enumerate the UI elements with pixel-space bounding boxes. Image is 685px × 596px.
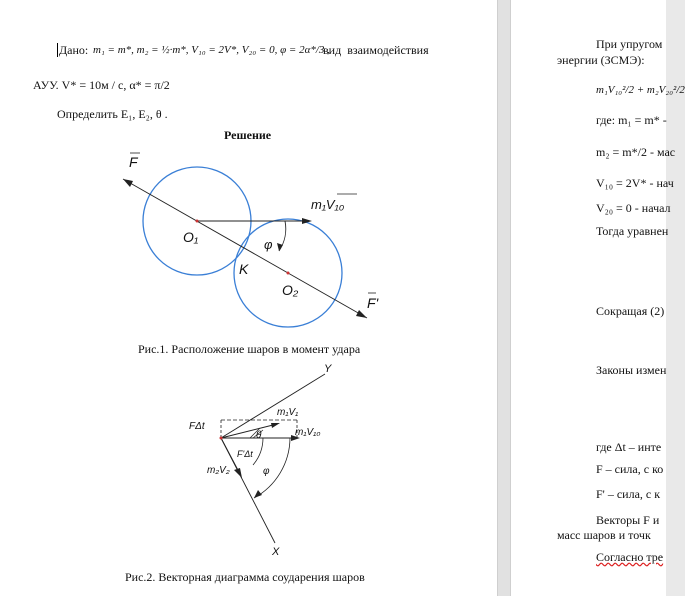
right-where-m1: где: m₁ = m* - <box>596 113 667 127</box>
right-according: Согласно тре <box>596 550 664 564</box>
axis-label-Y: Y <box>324 363 332 375</box>
label-FDt: FΔt <box>189 421 205 432</box>
right-v20: V₂₀ = 0 - начал <box>596 201 671 215</box>
auu-line: АУУ. V* = 10м / с, α* = π/2 <box>33 78 170 92</box>
determine-line: Определить E₁, E₂, θ . <box>57 107 168 121</box>
page-gap <box>497 0 511 596</box>
given-label: Дано: <box>59 43 89 57</box>
document-page-right <box>511 0 685 596</box>
label-O2: O₂ <box>282 282 299 298</box>
right-line-2: энергии (ЗСМЭ): <box>557 53 645 67</box>
right-formula: m₁V₁₀²/2 + m₂V₂₀²/2 <box>596 84 685 96</box>
right-vectors: Векторы F и <box>596 513 660 527</box>
vector-m1V1 <box>221 424 277 438</box>
label-m1V1: m₁V₁ <box>277 407 299 418</box>
right-where-dt: где Δt – инте <box>596 440 662 454</box>
right-masses: масс шаров и точк <box>557 528 651 542</box>
figure-2-caption: Рис.2. Векторная диаграмма соударения шаров <box>125 570 365 584</box>
solution-heading: Решение <box>224 128 272 142</box>
figure-1-caption: Рис.1. Расположение шаров в момент удара <box>138 342 361 356</box>
right-v10: V₁₀ = 2V* - нач <box>596 176 674 190</box>
label-phi-1: φ <box>264 237 273 252</box>
label-m1V10-fig2: m₁V₁₀ <box>295 427 321 438</box>
label-O1: O₁ <box>183 229 199 245</box>
label-F: F <box>129 154 138 170</box>
axis-label-X: X <box>272 546 280 558</box>
label-theta: θ <box>256 430 262 441</box>
right-then: Тогда уравнен <box>596 224 669 238</box>
interaction-type: вид взаимодействия <box>323 43 429 57</box>
right-laws: Законы измен <box>596 363 667 377</box>
right-Fprime-force: F' – сила, с к <box>596 487 661 501</box>
right-m2: m₂ = m*/2 - мас <box>596 145 676 159</box>
right-line-1: При упругом <box>596 37 663 51</box>
label-phi-2: φ <box>263 466 270 477</box>
label-FprimeDt: F'Δt <box>237 449 253 459</box>
right-reduce: Сокращая (2) <box>596 304 665 318</box>
given-formula: m₁ = m*, m₂ = ½·m*, V₁₀ = 2V*, V₂₀ = 0, φ = 2α*/3 , <box>93 44 330 56</box>
label-K: K <box>239 261 249 277</box>
right-F-force: F – сила, с ко <box>596 462 664 476</box>
label-m2V2: m₂V₂ <box>207 465 230 476</box>
label-m1V10: m₁V₁₀ <box>311 197 345 212</box>
label-Fprime: F' <box>367 295 379 311</box>
